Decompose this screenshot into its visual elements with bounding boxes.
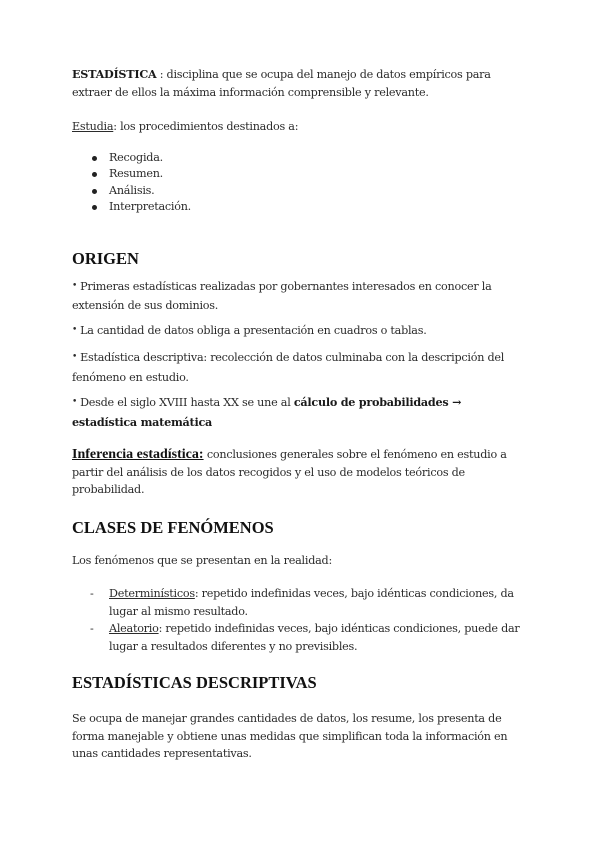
origen-paragraph: • Primeras estadísticas realizadas por gobernantes interesados en conocer la extensión de sus dominios. xyxy=(72,279,492,312)
origen-paragraph: • Estadística descriptiva: recolección de datos culminaba con la descripción del fenómeno en estudio. xyxy=(72,351,505,384)
inferencia-term: Inferencia estadística: xyxy=(72,447,204,462)
clases-intro: Los fenómenos que se presentan en la realidad: xyxy=(72,553,332,567)
descriptivas-paragraph: Se ocupa de manejar grandes cantidades de datos, los resume, los presenta de forma manejable y obtiene unas medidas que simplifican toda la información en unas cantidades representativas. xyxy=(72,712,508,760)
studies-label: Estudia xyxy=(72,120,114,133)
deterministicos-term: Determinísticos xyxy=(109,587,195,600)
origen-paragraph: • La cantidad de datos obliga a presentación en cuadros o tablas. xyxy=(72,323,427,337)
list-item: Interpretación. xyxy=(72,199,528,216)
list-item: Análisis. xyxy=(72,183,528,200)
dot-marker: • xyxy=(72,352,78,362)
estadistica-term: ESTADÍSTICA xyxy=(72,67,157,81)
bullet-icon xyxy=(92,205,97,210)
bullet-icon xyxy=(92,172,97,177)
list-item: - Determinísticos: repetido indefinidas veces, bajo idénticas condiciones, da lugar al mismo resultado. xyxy=(90,587,514,618)
clases-heading: CLASES DE FENÓMENOS xyxy=(72,517,274,537)
fenomenos-list xyxy=(72,585,528,655)
document-page xyxy=(72,66,528,763)
bullet-icon xyxy=(92,156,97,161)
list-item: Resumen. xyxy=(72,166,528,183)
procedures-list xyxy=(72,150,528,216)
dot-marker: • xyxy=(72,324,78,335)
studies-line xyxy=(72,118,528,136)
dot-marker: • xyxy=(72,280,78,291)
aleatorio-term: Aleatorio xyxy=(109,622,159,635)
dash-marker: - xyxy=(90,587,94,600)
dot-marker: • xyxy=(72,397,78,407)
intro-definition xyxy=(72,66,528,101)
inferencia-paragraph xyxy=(72,446,528,499)
list-item: - Aleatorio: repetido indefinidas veces, bajo idénticas condiciones, puede dar lugar a resultados diferentes y no previsibles. xyxy=(90,622,520,653)
inferencia-definition: conclusiones generales sobre el fenómeno en estudio a partir del análisis de los datos recogidos y el uso de modelos teóricos de probabilidad. xyxy=(72,448,507,496)
origen-paragraph: • Desde el siglo XVIII hasta XX se une al cálculo de probabilidades → estadística matemática xyxy=(72,395,462,429)
estadistica-definition: : disciplina que se ocupa del manejo de datos empíricos para extraer de ellos la máxima información comprensible y relevante. xyxy=(72,68,491,99)
bullet-icon xyxy=(92,189,97,194)
dash-marker: - xyxy=(90,622,94,635)
list-item: Recogida. xyxy=(72,150,528,167)
origen-heading: ORIGEN xyxy=(72,248,139,268)
descriptivas-heading: ESTADÍSTICAS DESCRIPTIVAS xyxy=(72,673,317,692)
probabilidades-term: cálculo de probabilidades → estadística matemática xyxy=(72,395,462,429)
studies-rest: : los procedimientos destinados a: xyxy=(113,120,299,133)
